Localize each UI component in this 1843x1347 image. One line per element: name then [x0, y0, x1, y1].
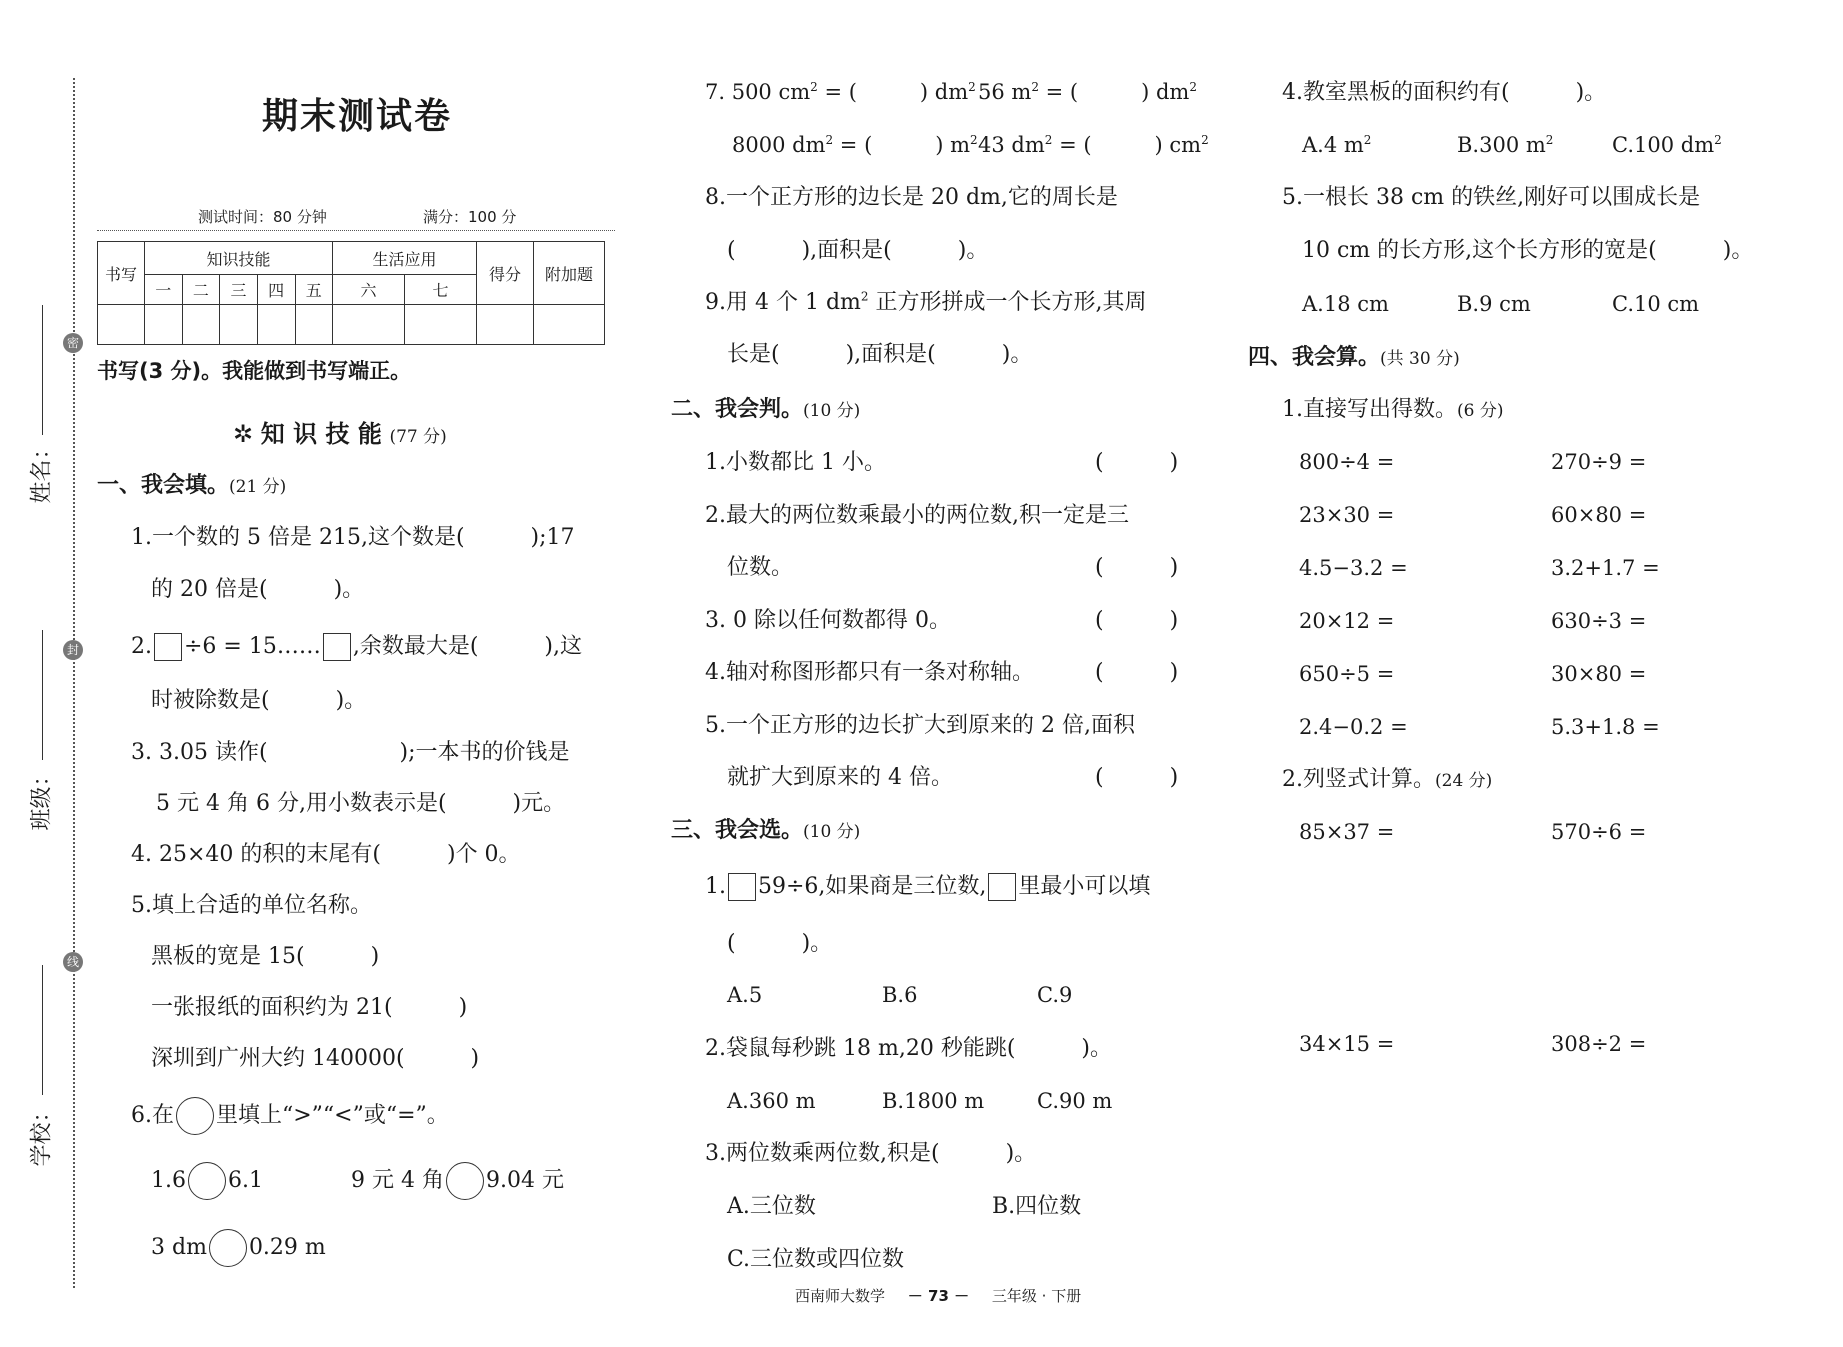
sq-sup: 2 — [1031, 80, 1039, 94]
choose-2-opt-a[interactable]: A.360 m — [727, 1089, 816, 1113]
q5-b: 一张报纸的面积约为 21( ) — [151, 995, 468, 1020]
score-cell[interactable] — [534, 305, 605, 345]
footer-left: 西南师大数学 — [795, 1287, 886, 1305]
choose-2: 2.袋鼠每秒跳 18 m,20 秒能跳( )。 — [705, 1036, 1112, 1061]
q2-line-b: 时被除数是( )。 — [151, 688, 367, 713]
q9-line-b: 长是( ),面积是( )。 — [727, 342, 1033, 367]
choose-4-opt-b-text: B.300 m — [1457, 133, 1546, 157]
direct-1-left: 800÷4 = — [1299, 450, 1395, 474]
sq-sup: 2 — [810, 80, 818, 94]
q8-line-a: 8.一个正方形的边长是 20 dm,它的周长是 — [705, 185, 1118, 210]
direct-6-left: 2.4−0.2 = — [1299, 715, 1408, 739]
part2-heading — [671, 399, 860, 421]
choose-4-opt-c-text: C.100 dm — [1612, 133, 1715, 157]
score-col-5: 五 — [295, 275, 333, 305]
direct-5-left: 650÷5 = — [1299, 662, 1395, 686]
q9-line-a — [705, 289, 1147, 315]
q9-a1: 9.用 4 个 1 dm — [705, 290, 861, 315]
score-cell[interactable] — [145, 305, 183, 345]
compare-circle[interactable] — [209, 1229, 247, 1267]
choose-1-opt-b[interactable]: B.6 — [882, 983, 918, 1007]
choose-1-opt-a[interactable]: A.5 — [727, 983, 763, 1007]
calc-1-text: 1.直接写出得数。 — [1282, 397, 1457, 422]
q1-line-a: 1.一个数的 5 倍是 215,这个数是( );17 — [131, 525, 575, 550]
calc-1-points: (6 分) — [1457, 401, 1504, 421]
q6-c-right: 0.29 m — [248, 1235, 326, 1260]
sq-sup: 2 — [970, 133, 978, 147]
choose-3-opt-a[interactable]: A.三位数 — [727, 1194, 816, 1219]
q6-c-left: 3 dm — [151, 1235, 207, 1260]
choose-5-opt-b[interactable]: B.9 cm — [1457, 292, 1531, 316]
part4-points: (共 30 分) — [1380, 349, 1460, 369]
choose-5-opt-c[interactable]: C.10 cm — [1612, 292, 1700, 316]
q2-mid: ÷6 = 15…… — [184, 634, 321, 659]
calc-1-heading — [1282, 399, 1503, 421]
seal-xian: 线 — [63, 952, 83, 972]
choose-3-opt-c[interactable]: C.三位数或四位数 — [727, 1247, 905, 1272]
part3-heading — [671, 820, 860, 842]
class-underline — [42, 630, 43, 760]
answer-box[interactable] — [988, 873, 1016, 901]
compare-circle[interactable] — [446, 1162, 484, 1200]
name-label: 姓名： — [29, 437, 55, 504]
score-cell[interactable] — [333, 305, 405, 345]
score-knowledge-header: 知识技能 — [145, 242, 333, 275]
direct-3-left: 4.5−3.2 = — [1299, 556, 1408, 580]
q7-a2: = ( ) dm — [817, 80, 969, 104]
direct-2-left: 23×30 = — [1299, 503, 1395, 527]
part1-points: (21 分) — [229, 477, 287, 497]
choose-1-end: 里最小可以填 — [1018, 874, 1151, 899]
part2-points: (10 分) — [803, 401, 861, 421]
q6-item-b — [351, 1162, 564, 1200]
judge-2-paren[interactable]: ( ) — [1095, 555, 1179, 580]
full-score: 满分：100 分 — [423, 208, 517, 226]
part1-heading — [97, 475, 286, 497]
q7-b2: = ( ) m — [833, 133, 971, 157]
name-underline — [42, 305, 43, 435]
q6-item-c — [151, 1229, 326, 1267]
score-application-header: 生活应用 — [333, 242, 477, 275]
choose-4-opt-c[interactable] — [1612, 135, 1722, 156]
q7-line-a2 — [978, 82, 1197, 103]
judge-5: 5.一个正方形的边长扩大到原来的 2 倍,面积 — [705, 713, 1135, 738]
choose-4: 4.教室黑板的面积约有( )。 — [1282, 80, 1607, 105]
q9-a2: 正方形拼成一个长方形,其周 — [868, 290, 1147, 315]
vertical-2-left: 34×15 = — [1299, 1032, 1395, 1056]
school-label: 学校： — [29, 1100, 55, 1167]
part4-heading — [1248, 347, 1460, 369]
score-cell[interactable] — [405, 305, 477, 345]
answer-box[interactable] — [728, 873, 756, 901]
q7-line-b2 — [978, 135, 1209, 156]
q6-a-left: 1.6 — [151, 1168, 186, 1193]
part3-heading-text: 三、我会选。 — [671, 818, 804, 843]
star-icon: ✲ — [233, 420, 254, 448]
answer-box[interactable] — [323, 633, 351, 661]
score-cell[interactable] — [477, 305, 534, 345]
q2-line-a — [131, 633, 582, 661]
school-underline — [42, 965, 43, 1095]
sq-sup: 2 — [1714, 133, 1722, 147]
q1-line-b: 的 20 倍是( )。 — [151, 577, 365, 602]
writing-note: 书写(3 分)。我能做到书写端正。 — [97, 359, 412, 383]
score-writing-header: 书写 — [98, 242, 145, 305]
q6-item-a — [151, 1162, 263, 1200]
score-cell[interactable] — [98, 305, 145, 345]
direct-6-right: 5.3+1.8 = — [1551, 715, 1660, 739]
part3-points: (10 分) — [803, 822, 861, 842]
judge-5-paren[interactable]: ( ) — [1095, 765, 1179, 790]
class-label: 班级： — [29, 764, 55, 831]
score-total-header: 得分 — [477, 242, 534, 305]
q6-b-right: 9.04 元 — [485, 1168, 564, 1193]
q2-end: ,余数最大是( ),这 — [352, 634, 583, 659]
choose-3: 3.两位数乘两位数,积是( )。 — [705, 1141, 1037, 1166]
score-cell[interactable] — [295, 305, 333, 345]
seal-feng: 封 — [63, 640, 83, 660]
q7-b1: 8000 dm — [732, 133, 826, 157]
q7-a3: 56 m — [978, 80, 1032, 104]
part1-heading-text: 一、我会填。 — [97, 473, 230, 498]
q5-a: 黑板的宽是 15( ) — [151, 944, 380, 969]
judge-4-paren[interactable]: ( ) — [1095, 660, 1179, 685]
score-col-7: 七 — [405, 275, 477, 305]
section-heading-text: 知 识 技 能 — [260, 420, 382, 448]
vertical-1-left: 85×37 = — [1299, 820, 1395, 844]
choose-2-opt-b[interactable]: B.1800 m — [882, 1089, 985, 1113]
sq-sup: 2 — [1189, 80, 1197, 94]
judge-1: 1.小数都比 1 小。 — [705, 450, 886, 475]
sq-sup: 2 — [1044, 133, 1053, 147]
judge-3-paren[interactable]: ( ) — [1095, 608, 1179, 633]
q4-line: 4. 25×40 的积的末尾有( )个 0。 — [131, 842, 521, 867]
q7-a1: 7. 500 cm — [705, 80, 811, 104]
calc-2-text: 2.列竖式计算。 — [1282, 767, 1435, 792]
sq-sup: 2 — [1363, 133, 1372, 147]
q5-line: 5.填上合适的单位名称。 — [131, 893, 372, 918]
vertical-1-right: 570÷6 = — [1551, 820, 1647, 844]
score-cell[interactable] — [182, 305, 220, 345]
q6-line — [131, 1097, 449, 1135]
direct-5-right: 30×80 = — [1551, 662, 1647, 686]
answer-box[interactable] — [154, 633, 182, 661]
sq-sup: 2 — [1201, 133, 1209, 147]
q7-line-a — [705, 82, 976, 103]
choose-4-opt-b[interactable] — [1457, 135, 1553, 156]
q6-b-left: 9 元 4 角 — [351, 1168, 444, 1193]
score-bonus-header: 附加题 — [534, 242, 605, 305]
choose-1-line-a — [705, 873, 1150, 901]
q3-line-b: 5 元 4 角 6 分,用小数表示是( )元。 — [156, 791, 566, 816]
score-col-1: 一 — [145, 275, 183, 305]
choose-5-line-b: 10 cm 的长方形,这个长方形的宽是( )。 — [1302, 238, 1754, 263]
judge-1-paren[interactable]: ( ) — [1095, 450, 1179, 475]
choose-4-opt-a-text: A.4 m — [1302, 133, 1364, 157]
info-divider — [97, 230, 615, 231]
footer-page: － 73 － — [907, 1287, 970, 1305]
score-col-4: 四 — [257, 275, 295, 305]
score-col-3: 三 — [220, 275, 258, 305]
choose-1-number: 1. — [705, 874, 726, 899]
section-heading — [233, 422, 447, 446]
q2-number: 2. — [131, 634, 152, 659]
score-table — [97, 241, 605, 345]
judge-2: 2.最大的两位数乘最小的两位数,积一定是三 — [705, 503, 1129, 528]
calc-2-points: (24 分) — [1435, 771, 1493, 791]
q7-a4: = ( ) dm — [1038, 80, 1190, 104]
footer-right: 三年级 · 下册 — [991, 1287, 1082, 1305]
part2-heading-text: 二、我会判。 — [671, 397, 804, 422]
direct-3-right: 3.2+1.7 = — [1551, 556, 1660, 580]
q6-pre: 6.在 — [131, 1103, 174, 1128]
sq-sup: 2 — [825, 133, 834, 147]
score-cell[interactable] — [257, 305, 295, 345]
direct-2-right: 60×80 = — [1551, 503, 1647, 527]
footer — [795, 1285, 1081, 1306]
test-time: 测试时间：80 分钟 — [198, 208, 327, 226]
q6-post: 里填上“>”“<”或“=”。 — [216, 1103, 449, 1128]
score-col-2: 二 — [182, 275, 220, 305]
choose-1-mid: 59÷6,如果商是三位数, — [758, 874, 987, 899]
choose-1-opt-c[interactable]: C.9 — [1037, 983, 1073, 1007]
page-title: 期末测试卷 — [262, 95, 453, 137]
q5-c: 深圳到广州大约 140000( ) — [151, 1046, 480, 1071]
choose-5-opt-a[interactable]: A.18 cm — [1302, 292, 1389, 316]
vertical-2-right: 308÷2 = — [1551, 1032, 1647, 1056]
choose-3-opt-b[interactable]: B.四位数 — [992, 1194, 1082, 1219]
q7-b4: = ( ) cm — [1052, 133, 1202, 157]
section-heading-points: (77 分) — [389, 427, 447, 447]
dotted-binding-line — [73, 78, 75, 1288]
seal-mi: 密 — [63, 333, 83, 353]
compare-circle[interactable] — [188, 1162, 226, 1200]
q6-a-right: 6.1 — [228, 1168, 263, 1193]
q8-line-b: ( ),面积是( )。 — [727, 238, 989, 263]
q3-line-a: 3. 3.05 读作( );一本书的价钱是 — [131, 740, 570, 765]
compare-circle[interactable] — [176, 1097, 214, 1135]
q7-b3: 43 dm — [978, 133, 1045, 157]
sq-sup: 2 — [968, 80, 976, 94]
judge-2-cont: 位数。 — [727, 555, 794, 580]
judge-5-cont: 就扩大到原来的 4 倍。 — [727, 765, 953, 790]
score-col-6: 六 — [333, 275, 405, 305]
choose-4-opt-a[interactable] — [1302, 135, 1371, 156]
direct-1-right: 270÷9 = — [1551, 450, 1647, 474]
judge-3: 3. 0 除以任何数都得 0。 — [705, 608, 951, 633]
choose-1-line-b: ( )。 — [727, 931, 833, 956]
score-cell[interactable] — [220, 305, 258, 345]
judge-4: 4.轴对称图形都只有一条对称轴。 — [705, 660, 1034, 685]
choose-2-opt-c[interactable]: C.90 m — [1037, 1089, 1113, 1113]
calc-2-heading — [1282, 769, 1492, 791]
direct-4-left: 20×12 = — [1299, 609, 1395, 633]
part4-heading-text: 四、我会算。 — [1248, 345, 1381, 370]
sq-sup: 2 — [860, 289, 869, 304]
sq-sup: 2 — [1545, 133, 1554, 147]
direct-4-right: 630÷3 = — [1551, 609, 1647, 633]
q7-line-b — [732, 135, 978, 156]
choose-5-line-a: 5.一根长 38 cm 的铁丝,刚好可以围成长是 — [1282, 185, 1701, 210]
